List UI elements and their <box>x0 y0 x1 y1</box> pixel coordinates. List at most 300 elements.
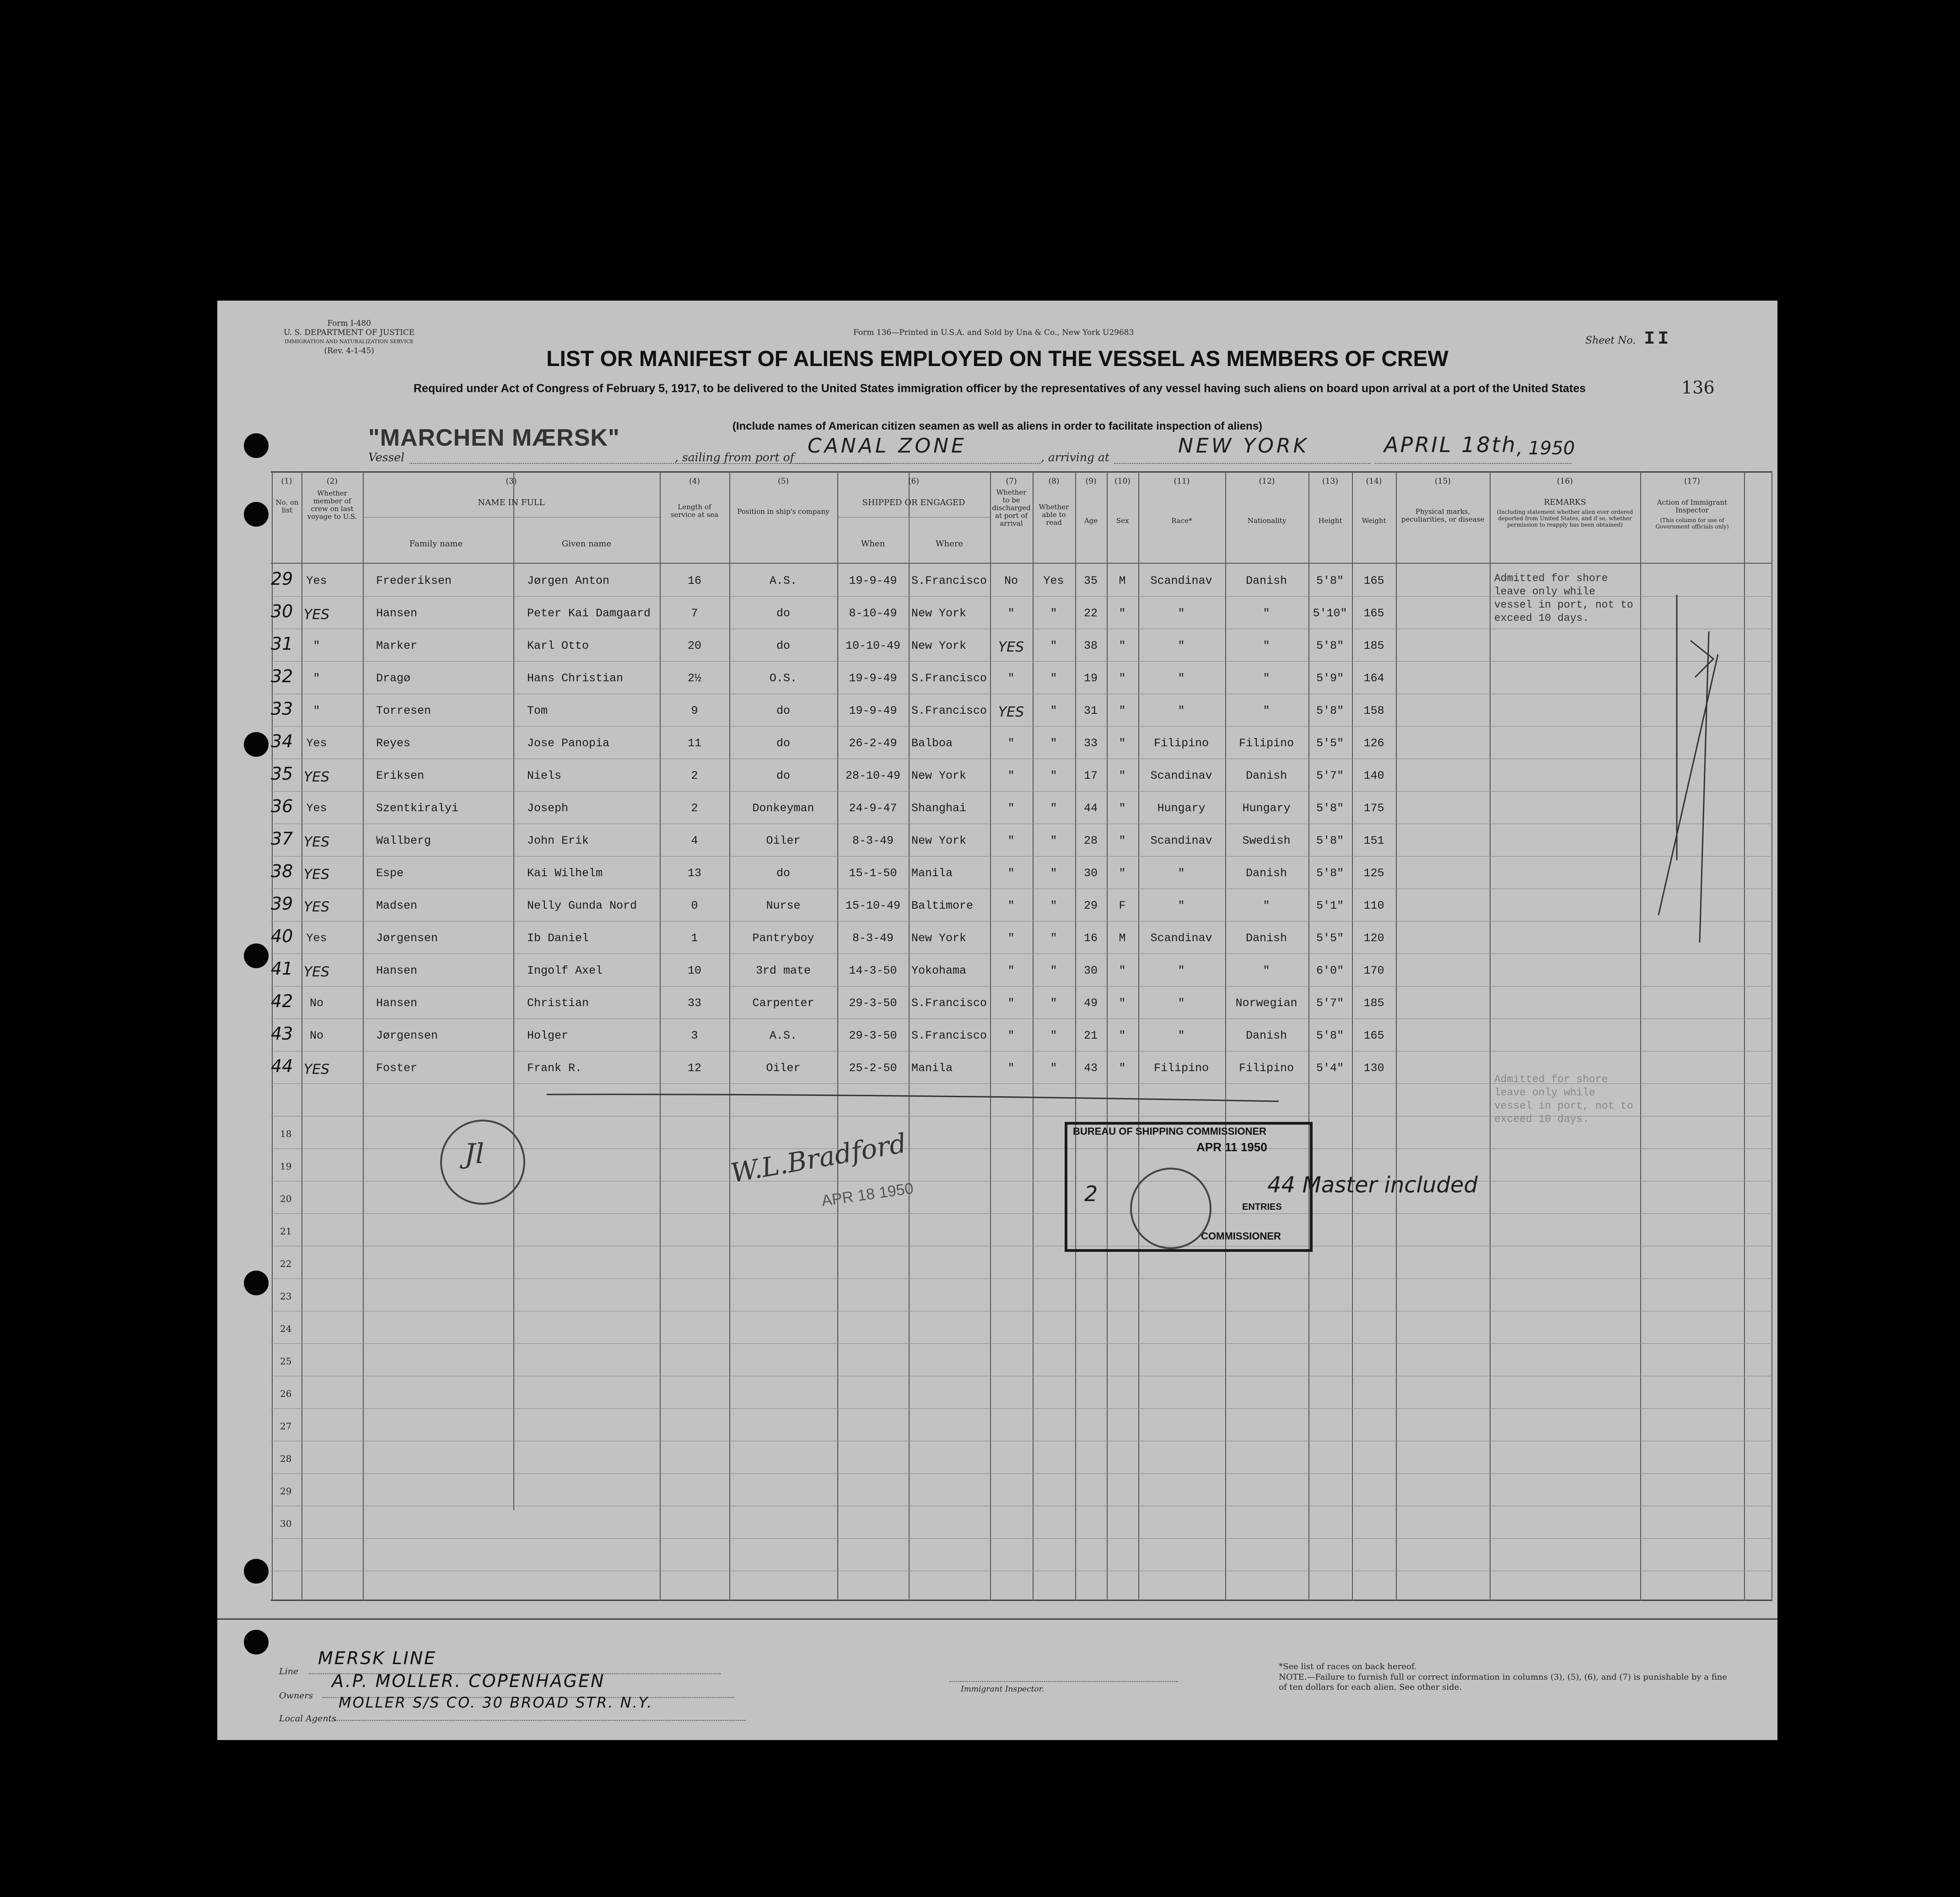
cell-nationality: Danish <box>1245 932 1287 945</box>
cell-family: Madsen <box>376 899 418 912</box>
cell-race: " <box>1178 607 1185 620</box>
cell-race: " <box>1178 997 1185 1010</box>
cell-age: 33 <box>1083 737 1098 750</box>
col-header-shipped: SHIPPED OR ENGAGED <box>862 498 965 507</box>
printed-line-number: 25 <box>280 1356 292 1367</box>
cell-given: Nelly Gunda Nord <box>527 899 637 912</box>
cell-when: 10-10-49 <box>845 639 901 652</box>
cell-position: do <box>776 867 790 880</box>
cell-prev: " <box>313 704 320 717</box>
cell-read: " <box>1050 769 1057 782</box>
cell-where: Baltimore <box>911 899 974 912</box>
ink-underline <box>538 1090 1315 1108</box>
cell-when: 28-10-49 <box>845 769 901 782</box>
cell-sex: M <box>1119 932 1126 945</box>
cell-nationality: Hungary <box>1242 802 1291 815</box>
cell-read: " <box>1050 704 1057 717</box>
cell-when: 8-3-49 <box>852 932 894 945</box>
cell-age: 19 <box>1083 672 1098 685</box>
cell-service: 2 <box>691 769 698 782</box>
cell-given: Jørgen Anton <box>527 574 610 587</box>
form-identifier: Form I-480 U. S. DEPARTMENT OF JUSTICE IMMIGRATION AND NATURALIZATION SERVICE (Rev. 4-1-45) <box>284 319 415 356</box>
cell-sex: " <box>1119 607 1126 620</box>
cell-age: 44 <box>1083 802 1098 815</box>
cell-service: 33 <box>687 997 701 1010</box>
cell-when: 24-9-47 <box>849 802 897 815</box>
col-header-age: Age <box>1084 517 1098 525</box>
cell-prev: YES <box>303 964 330 980</box>
cell-race: Filipino <box>1153 1062 1209 1075</box>
row-number: 33 <box>271 699 293 719</box>
col-header-action-note: (This column for use of Government officials only) <box>1655 517 1729 530</box>
printed-line-number: 22 <box>280 1258 292 1269</box>
cell-service: 9 <box>691 704 698 717</box>
printer-line: Form 136—Printed in U.S.A. and Sold by Una & Co., New York U29683 <box>853 328 1134 337</box>
remark-shore-leave: Admitted for shore leave only while vessel in port, not to exceed 10 days. <box>1494 572 1633 624</box>
cell-race: Filipino <box>1153 737 1209 750</box>
cell-discharge: " <box>1007 1029 1015 1042</box>
cell-discharge: " <box>1007 802 1015 815</box>
cell-sex: M <box>1119 574 1126 587</box>
cell-nationality: Danish <box>1245 867 1287 880</box>
cell-read: " <box>1050 672 1057 685</box>
cell-family: Hansen <box>376 964 418 977</box>
cell-age: 22 <box>1083 607 1098 620</box>
cell-age: 30 <box>1083 867 1098 880</box>
cell-weight: 165 <box>1363 1029 1384 1042</box>
cell-height: 5'9" <box>1316 672 1344 685</box>
cell-position: do <box>776 639 790 652</box>
punch-hole <box>244 1271 269 1295</box>
col-header-given-name: Given name <box>561 539 612 549</box>
cell-race: Scandinav <box>1150 574 1212 587</box>
cell-discharge: " <box>1007 834 1015 847</box>
cell-family: Reyes <box>376 737 411 750</box>
cell-family: Eriksen <box>376 769 425 782</box>
cell-service: 11 <box>687 737 701 750</box>
printed-line-number: 23 <box>280 1291 292 1302</box>
stamp-handwritten-count: 2 <box>1084 1181 1098 1206</box>
stamp-handwritten-note: 44 Master included <box>1267 1172 1478 1198</box>
printed-line-number: 19 <box>280 1161 292 1172</box>
cell-family: Marker <box>376 639 418 652</box>
cell-service: 2½ <box>687 672 701 685</box>
cell-read: " <box>1050 1029 1057 1042</box>
manifest-sheet <box>217 301 1777 1740</box>
cell-weight: 158 <box>1363 704 1384 717</box>
col-header-physical: Physical marks, peculiarities, or disease <box>1401 507 1485 523</box>
cell-prev: Yes <box>306 802 327 815</box>
cell-race: Scandinav <box>1150 769 1212 782</box>
cell-weight: 165 <box>1363 607 1384 620</box>
cell-when: 8-10-49 <box>849 607 897 620</box>
stamp-date: APR 11 1950 <box>1196 1140 1267 1154</box>
cell-where: Manila <box>911 867 953 880</box>
cell-service: 20 <box>687 639 701 652</box>
cell-position: do <box>776 607 790 620</box>
row-number: 34 <box>271 731 293 751</box>
cell-where: Yokohama <box>911 964 967 977</box>
cell-given: Frank R. <box>527 1062 582 1075</box>
cell-position: do <box>776 737 790 750</box>
cell-read: " <box>1050 639 1057 652</box>
printed-line-number: 28 <box>280 1453 292 1464</box>
cell-sex: " <box>1119 964 1126 977</box>
cell-discharge: " <box>1007 899 1015 912</box>
col-header-weight: Weight <box>1362 517 1386 525</box>
cell-age: 17 <box>1083 769 1098 782</box>
col-header-remarks: REMARKS <box>1544 498 1586 507</box>
cell-nationality: Swedish <box>1242 834 1291 847</box>
cell-family: Foster <box>376 1062 418 1075</box>
row-number: 35 <box>271 764 293 784</box>
cell-nationality: " <box>1263 639 1270 652</box>
cell-sex: " <box>1119 802 1126 815</box>
col-header-remarks-note: (Including statement whether alien ever ordered deported from United States, and if so, whether permission to reapply has been obtained) <box>1497 509 1633 528</box>
cell-where: S.Francisco <box>911 997 987 1010</box>
owners-label: Owners <box>279 1691 313 1701</box>
cell-where: New York <box>911 834 967 847</box>
row-number: 32 <box>271 666 293 686</box>
cell-age: 30 <box>1083 964 1098 977</box>
inspector-pen-marks <box>1640 586 1744 1089</box>
sheet-count: 136 <box>1681 377 1715 398</box>
cell-family: Dragø <box>376 672 411 685</box>
cell-where: Shanghai <box>911 802 967 815</box>
cell-given: Ib Daniel <box>527 932 589 945</box>
row-number: 39 <box>271 894 293 914</box>
cell-family: Jørgensen <box>376 1029 438 1042</box>
punch-hole <box>244 943 269 968</box>
cell-when: 19-9-49 <box>849 704 897 717</box>
cell-where: S.Francisco <box>911 704 987 717</box>
cell-where: S.Francisco <box>911 672 987 685</box>
line-label: Line <box>279 1666 299 1676</box>
cell-weight: 120 <box>1363 932 1384 945</box>
cell-weight: 125 <box>1363 867 1384 880</box>
cell-service: 0 <box>691 899 698 912</box>
punch-hole <box>244 433 269 458</box>
cell-position: do <box>776 769 790 782</box>
cell-nationality: " <box>1263 672 1270 685</box>
printed-line-number: 21 <box>280 1226 292 1237</box>
col-header-when: When <box>861 539 885 549</box>
crew-table: (1) (2) (3) (4) (5) (6) (7) (8) (9) (10) (11) (12) (13) (14) (15) (16) (17) No. on list Whether member of crew on last voyage to U.S. NAME IN FULL Family name Given name Length of service at sea Position in ship's company SHIPPED OR ENGAGED When Where Whether to be discharged at port of arrival Whether able to read Age Sex Race* Nationality Height Weight Physical marks, peculiarities, or disease REMARKS (Including statement whether alien ever ordered deported from United States, and if so, whether permission to reapply has been obtained) Action of Immigrant Inspector (This column for use of Government officials only) 29 Yes Frederiksen Jørgen Anton 16 A.S. 19-9-49 S.Francisco No Yes 35 M Scandinav Danish 5'8" 165 30 YES Hansen Peter Kai Damgaard 7 do 8-10-49 New York " " 22 " " " 5'10" 165 31 " Marker Karl Otto 20 do 10-10-49 New York YES " 38 " " " 5'8" 185 32 " Dragø Hans Christian 2½ O.S. 19-9-49 S.Francisco " " 19 " " " 5'9" 164 33 " Torresen Tom 9 do 19-9-49 S.Francisco YES " 31 " " " 5'8" 158 34 Yes Reyes Jose Panopia 11 do 26-2-49 Balboa " " 33 " Filipino Filipino 5'5" 126 35 YES Eriksen Niels 2 do 28-10-49 New York " " 17 " Scandinav Danish 5'7" 140 36 Yes Szentkiralyi Joseph 2 Donkeyman 24-9-47 Shanghai " " 44 " Hungary Hungary 5'8" 175 37 YES Wallberg John Erik 4 Oiler 8-3-49 New York " " 28 " Scandinav Swedish 5'8" 151 38 YES Espe Kai Wilhelm 13 do 15-1-50 Manila " " 30 " " Danish 5'8" 125 39 YES Madsen Nelly Gunda Nord 0 Nurse 15-10-49 Baltimore " " 29 F " " 5'1" 110 40 Yes Jørgensen Ib Daniel 1 Pantryboy 8-3-49 New York " " 16 M Scandinav Danish 5'5" 120 41 YES Hansen Ingolf Axel 10 3rd mate 14-3-50 Yokohama " " 30 " " " 6'0" 170 42 No Hansen Christian 33 Carpenter 29-3-50 S.Francisco " " 49 " " Norwegian 5'7" 185 43 No Jørgensen Holger 3 A.S. 29-3-50 S.Francisco " " 21 " " Danish 5'8" 165 44 YES Foster Frank R. 12 Oiler 25-2-50 Manila " " 43 " Filipino Filipino 5'4" 130 18 19 20 21 22 23 24 25 26 27 28 29 30 Admitted for shore leave only while vessel in port, not to exceed 10 days. Admitted for shore leave only while vessel in port, not to exceed 10 days. <box>271 471 1772 1601</box>
cell-position: Nurse <box>766 899 801 912</box>
cell-read: " <box>1050 802 1057 815</box>
cell-sex: " <box>1119 867 1126 880</box>
cell-age: 29 <box>1083 899 1098 912</box>
cell-height: 5'7" <box>1316 769 1344 782</box>
col-header-sex: Sex <box>1116 517 1129 525</box>
cell-service: 4 <box>691 834 698 847</box>
cell-discharge: " <box>1007 867 1015 880</box>
row-number: 30 <box>271 601 293 621</box>
cell-when: 14-3-50 <box>849 964 897 977</box>
punch-hole <box>244 1559 269 1584</box>
cell-prev: YES <box>303 1062 330 1078</box>
cell-weight: 151 <box>1363 834 1384 847</box>
cell-read: " <box>1050 607 1057 620</box>
owners-value: A.P. MOLLER. COPENHAGEN <box>332 1671 605 1691</box>
cell-service: 13 <box>687 867 701 880</box>
cell-family: Torresen <box>376 704 431 717</box>
cell-position: do <box>776 704 790 717</box>
row-number: 38 <box>271 861 293 881</box>
cell-given: Tom <box>527 704 548 717</box>
cell-race: " <box>1178 964 1185 977</box>
cell-nationality: Danish <box>1245 574 1287 587</box>
cell-prev: YES <box>303 899 330 915</box>
cell-discharge: YES <box>998 639 1024 655</box>
cell-discharge: YES <box>998 704 1024 720</box>
cell-service: 2 <box>691 802 698 815</box>
cell-nationality: " <box>1263 607 1270 620</box>
cell-weight: 185 <box>1363 997 1384 1010</box>
row-number: 37 <box>271 829 293 849</box>
cell-position: Carpenter <box>752 997 814 1010</box>
cell-position: A.S. <box>769 1029 797 1042</box>
cell-nationality: Danish <box>1245 1029 1287 1042</box>
stamp-entries: ENTRIES <box>1242 1202 1282 1212</box>
cell-prev: " <box>313 639 320 652</box>
agents-label: Local Agents <box>279 1714 336 1724</box>
printed-line-number: 24 <box>280 1323 292 1334</box>
cell-family: Jørgensen <box>376 932 438 945</box>
cell-prev: Yes <box>306 932 327 945</box>
cell-age: 35 <box>1083 574 1098 587</box>
cell-where: New York <box>911 607 967 620</box>
cell-sex: F <box>1119 899 1126 912</box>
cell-race: Scandinav <box>1150 834 1212 847</box>
cell-read: " <box>1050 867 1057 880</box>
cell-service: 7 <box>691 607 698 620</box>
cell-when: 29-3-50 <box>849 1029 897 1042</box>
row-number: 31 <box>271 634 293 654</box>
cell-discharge: No <box>1004 574 1018 587</box>
cell-discharge: " <box>1007 672 1015 685</box>
col-header-height: Height <box>1318 517 1342 525</box>
cell-age: 28 <box>1083 834 1098 847</box>
cell-given: Hans Christian <box>527 672 624 685</box>
cell-nationality: " <box>1263 704 1270 717</box>
cell-discharge: " <box>1007 997 1015 1010</box>
cell-race: " <box>1178 639 1185 652</box>
row-number: 44 <box>271 1056 293 1076</box>
commissioner-seal <box>1130 1168 1212 1249</box>
cell-when: 29-3-50 <box>849 997 897 1010</box>
cell-nationality: " <box>1263 899 1270 912</box>
printed-line-number: 18 <box>280 1128 292 1139</box>
arriving-port: NEW YORK <box>1178 434 1309 458</box>
cell-read: " <box>1050 899 1057 912</box>
sheet-number: Sheet No. II <box>1585 329 1672 350</box>
row-number: 40 <box>271 926 293 946</box>
cell-sex: " <box>1119 737 1126 750</box>
arrival-year: , 1950 <box>1517 438 1575 459</box>
cell-weight: 130 <box>1363 1062 1384 1075</box>
cell-service: 16 <box>687 574 701 587</box>
cell-read: " <box>1050 964 1057 977</box>
col-header-prev-voyage: Whether member of crew on last voyage to U.S. <box>307 489 357 521</box>
printed-line-number: 20 <box>280 1193 292 1204</box>
cell-read: " <box>1050 932 1057 945</box>
cell-discharge: " <box>1007 1062 1015 1075</box>
cell-read: " <box>1050 834 1057 847</box>
cell-family: Szentkiralyi <box>376 802 459 815</box>
cell-prev: YES <box>303 867 330 883</box>
cell-race: Scandinav <box>1150 932 1212 945</box>
cell-weight: 140 <box>1363 769 1384 782</box>
cell-given: Jose Panopia <box>527 737 610 750</box>
cell-when: 19-9-49 <box>849 672 897 685</box>
cell-discharge: " <box>1007 607 1015 620</box>
cell-height: 5'7" <box>1316 997 1344 1010</box>
row-number: 41 <box>271 959 293 979</box>
page-subtitle: Required under Act of Congress of February 5, 1917, to be delivered to the United States immigration officer by the representatives of any vessel having such aliens on board upon arrival at a port of the United States <box>413 382 1586 395</box>
cell-position: Donkeyman <box>752 802 814 815</box>
cell-given: Holger <box>527 1029 569 1042</box>
cell-given: Christian <box>527 997 589 1010</box>
penalty-note: NOTE.—Failure to furnish full or correct information in columns (3), (5), (6), and (7) is punishable by a fine of ten dollars for each alien. See other side. <box>1279 1672 1727 1692</box>
cell-given: Peter Kai Damgaard <box>527 607 651 620</box>
col-header-position: Position in ship's company <box>737 507 829 516</box>
cell-given: Karl Otto <box>527 639 589 652</box>
cell-position: O.S. <box>769 672 797 685</box>
cell-height: 5'8" <box>1316 1029 1344 1042</box>
cell-read: " <box>1050 997 1057 1010</box>
cell-given: John Erik <box>527 834 589 847</box>
cell-position: 3rd mate <box>755 964 811 977</box>
cell-position: A.S. <box>769 574 797 587</box>
col-header-no: No. on list <box>275 498 299 514</box>
cell-when: 25-2-50 <box>849 1062 897 1075</box>
cell-where: New York <box>911 932 967 945</box>
cell-sex: " <box>1119 1029 1126 1042</box>
remark-shore-leave-faded: Admitted for shore leave only while vessel in port, not to exceed 10 days. <box>1494 1073 1633 1125</box>
page-title: LIST OR MANIFEST OF ALIENS EMPLOYED ON THE VESSEL AS MEMBERS OF CREW <box>546 347 1448 371</box>
cell-discharge: " <box>1007 769 1015 782</box>
cell-height: 5'8" <box>1316 574 1344 587</box>
col-header-discharge: Whether to be discharged at port of arrival <box>992 488 1031 528</box>
page-subnote: (Include names of American citizen seamen as well as aliens in order to facilitate inspection of aliens) <box>732 420 1263 432</box>
cell-where: Balboa <box>911 737 953 750</box>
cell-nationality: " <box>1263 964 1270 977</box>
col-header-where: Where <box>935 539 963 549</box>
cell-prev: YES <box>303 607 330 623</box>
col-header-read: Whether able to read <box>1039 503 1069 527</box>
cell-given: Niels <box>527 769 562 782</box>
cell-where: New York <box>911 769 967 782</box>
cell-when: 15-1-50 <box>849 867 897 880</box>
cell-weight: 126 <box>1363 737 1384 750</box>
cell-race: " <box>1178 867 1185 880</box>
col-header-service: Length of service at sea <box>670 503 719 519</box>
cell-service: 10 <box>687 964 701 977</box>
cell-read: " <box>1050 737 1057 750</box>
cell-when: 19-9-49 <box>849 574 897 587</box>
col-header-name: NAME IN FULL <box>478 498 545 507</box>
cell-height: 5'8" <box>1316 867 1344 880</box>
cell-height: 5'8" <box>1316 834 1344 847</box>
printed-line-number: 29 <box>280 1486 292 1497</box>
cell-prev: YES <box>303 834 330 850</box>
col-header-race: Race* <box>1171 517 1192 525</box>
cell-age: 16 <box>1083 932 1098 945</box>
cell-sex: " <box>1119 639 1126 652</box>
cell-race: " <box>1178 704 1185 717</box>
cell-age: 43 <box>1083 1062 1098 1075</box>
cell-nationality: Norwegian <box>1235 997 1298 1010</box>
cell-age: 21 <box>1083 1029 1098 1042</box>
cell-height: 5'8" <box>1316 802 1344 815</box>
cell-sex: " <box>1119 769 1126 782</box>
cell-family: Hansen <box>376 997 418 1010</box>
initials-signature: Jl <box>464 1138 485 1170</box>
cell-race: " <box>1178 1029 1185 1042</box>
cell-where: New York <box>911 639 967 652</box>
cell-nationality: Danish <box>1245 769 1287 782</box>
cell-weight: 165 <box>1363 574 1384 587</box>
cell-prev: Yes <box>306 574 327 587</box>
cell-height: 6'0" <box>1316 964 1344 977</box>
row-number: 43 <box>271 1024 293 1044</box>
cell-read: Yes <box>1043 574 1064 587</box>
cell-given: Joseph <box>527 802 569 815</box>
cell-position: Pantryboy <box>752 932 814 945</box>
cell-sex: " <box>1119 672 1126 685</box>
cell-height: 5'10" <box>1313 607 1347 620</box>
cell-prev: " <box>313 672 320 685</box>
stamp-title: BUREAU OF SHIPPING COMMISSIONER <box>1073 1126 1266 1137</box>
cell-family: Wallberg <box>376 834 431 847</box>
cell-prev: Yes <box>306 737 327 750</box>
cell-prev: No <box>309 997 323 1010</box>
cell-where: S.Francisco <box>911 1029 987 1042</box>
line-value: MERSK LINE <box>318 1648 437 1668</box>
cell-sex: " <box>1119 997 1126 1010</box>
arriving-label: , arriving at <box>1041 451 1109 464</box>
row-number: 29 <box>271 569 293 589</box>
cell-service: 12 <box>687 1062 701 1075</box>
sailing-port: CANAL ZONE <box>808 434 967 458</box>
punch-hole <box>244 502 269 527</box>
cell-discharge: " <box>1007 932 1015 945</box>
col-header-nationality: Nationality <box>1247 517 1287 525</box>
cell-sex: " <box>1119 704 1126 717</box>
cell-age: 38 <box>1083 639 1098 652</box>
cell-weight: 175 <box>1363 802 1384 815</box>
vessel-label: Vessel <box>368 451 405 464</box>
cell-sex: " <box>1119 834 1126 847</box>
cell-when: 8-3-49 <box>852 834 894 847</box>
cell-family: Hansen <box>376 607 418 620</box>
stamp-bottom: COMMISSIONER <box>1201 1230 1281 1242</box>
cell-position: Oiler <box>766 1062 801 1075</box>
punch-hole <box>244 1630 269 1654</box>
cell-weight: 170 <box>1363 964 1384 977</box>
inspector-signature: W.L.Bradford <box>728 1127 909 1189</box>
cell-sex: " <box>1119 1062 1126 1075</box>
vessel-name: "MARCHEN MÆRSK" <box>368 425 620 451</box>
printed-line-number: 26 <box>280 1388 292 1399</box>
inspector-date-stamp: APR 18 1950 <box>820 1180 915 1210</box>
cell-race: Hungary <box>1157 802 1206 815</box>
cell-discharge: " <box>1007 964 1015 977</box>
inspector-label: Immigrant Inspector. <box>961 1685 1045 1694</box>
race-note: *See list of races on back hereof. <box>1279 1662 1417 1671</box>
cell-height: 5'4" <box>1316 1062 1344 1075</box>
